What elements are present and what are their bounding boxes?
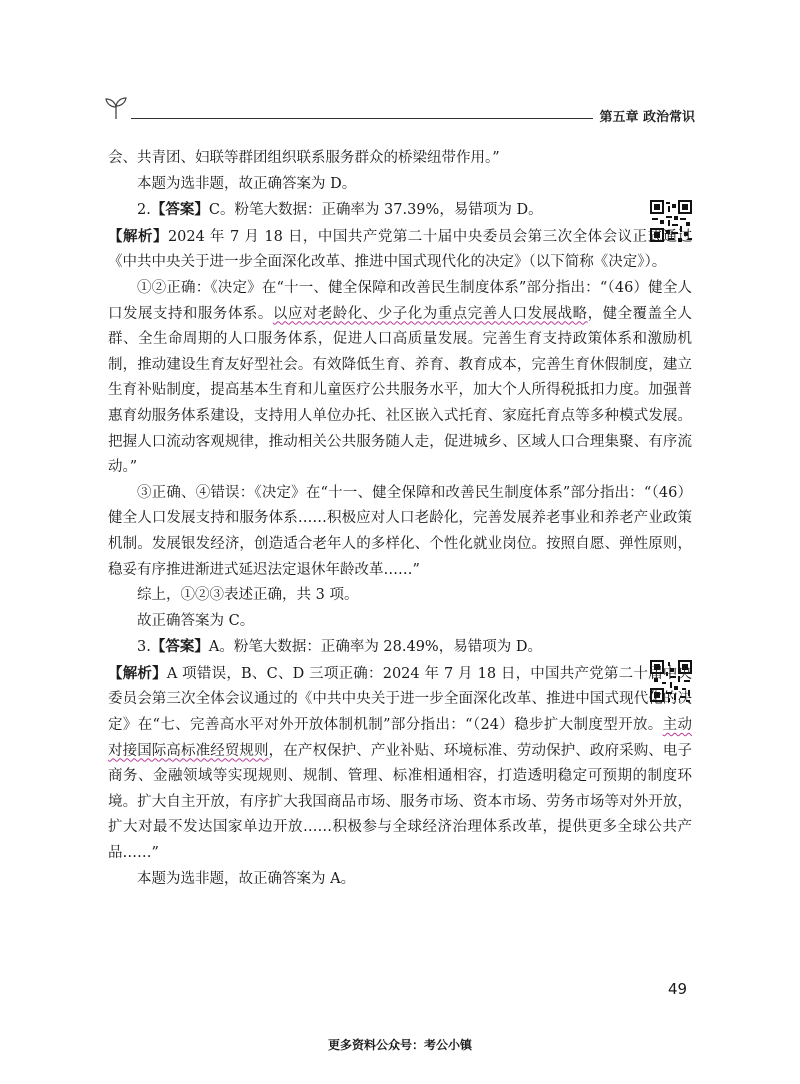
analysis-paragraph: ①②正确：《决定》在“十一、健全保障和改善民生制度体系”部分指出：“（46）健全人口发展支持和服务体系。以应对老龄化、少子化为重点完善人口发展战略，健全覆盖全人群、全生命周期的人口服务体系，促进人口高质量发展。完善生育支持政策体系和激励机制，推动建设生育友好型社会。有效降低生育、养育、教育成本，完善生育休假制度，建立生育补贴制度，提高基本生育和儿童医疗公共服务水平，加大个人所得税抵扣力度。加强普惠育幼服务体系建设，支持用人单位办托、社区嵌入式托育、家庭托育点等多种模式发展。把握人口流动客观规律，推动相关公共服务随人走，促进城乡、区域人口合理集聚、有序流动。” xyxy=(108,279,693,476)
chapter-title: 第五章 政治常识 xyxy=(593,106,695,125)
page-number: 49 xyxy=(668,980,688,998)
paragraph: 本题为选非题，故正确答案为 A。 xyxy=(137,870,356,887)
paragraph: 综上，①②③表述正确，共 3 项。 xyxy=(137,587,359,604)
highlighted-text: 以应对老龄化、少子化为重点完善人口发展战略 xyxy=(272,305,588,322)
running-header xyxy=(103,96,695,126)
analysis-paragraph: 【解析】A 项错误，B、C、D 三项正确：2024 年 7 月 18 日，中国共产党第二十届中央委员会第三次全体会议通过的《中共中央关于进一步全面深化改革、推进中国式现代化的决定》在“七、完善高水平对外开放体制机制”部分指出：“（24）稳步扩大制度型开放。主动对接国际高标准经贸规则，在产权保护、产业补贴、环境标准、劳动保护、政府采购、电子商务、金融领域等实现规则、规制、管理、标准相通相容，打造透明稳定可预期的制度环境。扩大自主开放，有序扩大我国商品市场、服务市场、资本市场、劳务市场等对外开放，扩大对最不发达国家单边开放……积极参与全球经济治理体系改革，提供更多全球公共产品……” xyxy=(108,664,693,862)
answer-explanations xyxy=(108,146,692,892)
analysis-paragraph: ③正确、④错误：《决定》在“十一、健全保障和改善民生制度体系”部分指出：“（46）健全人口发展支持和服务体系……积极应对人口老龄化，完善发展养老事业和养老产业政策机制。发展银发经济，创造适合老年人的多样化、个性化就业岗位。按照自愿、弹性原则，稳妥有序推进渐进式延迟法定退休年龄改革……” xyxy=(108,484,692,578)
paragraph: 本题为选非题，故正确答案为 D。 xyxy=(137,175,357,192)
highlighted-text: 主动对接国际高标准经贸规则 xyxy=(108,717,693,759)
analysis-paragraph: 【解析】2024 年 7 月 18 日，中国共产党第二十届中央委员会第三次全体会议正式通过《中共中央关于进一步全面深化改革、推进中国式现代化的决定》（以下简称《决定》）。 xyxy=(108,227,693,271)
sprout-icon xyxy=(103,96,129,120)
answer-line: 2.【答案】C。粉笔大数据：正确率为 37.39%，易错项为 D。 xyxy=(137,201,543,219)
paragraph: 故正确答案为 C。 xyxy=(137,612,255,629)
paragraph: 会、共青团、妇联等群团组织联系服务群众的桥梁纽带作用。” xyxy=(108,150,500,166)
footer-note: 更多资料公众号：考公小镇 xyxy=(327,1038,472,1052)
answer-line: 3.【答案】A。粉笔大数据：正确率为 28.49%，易错项为 D。 xyxy=(137,638,542,656)
